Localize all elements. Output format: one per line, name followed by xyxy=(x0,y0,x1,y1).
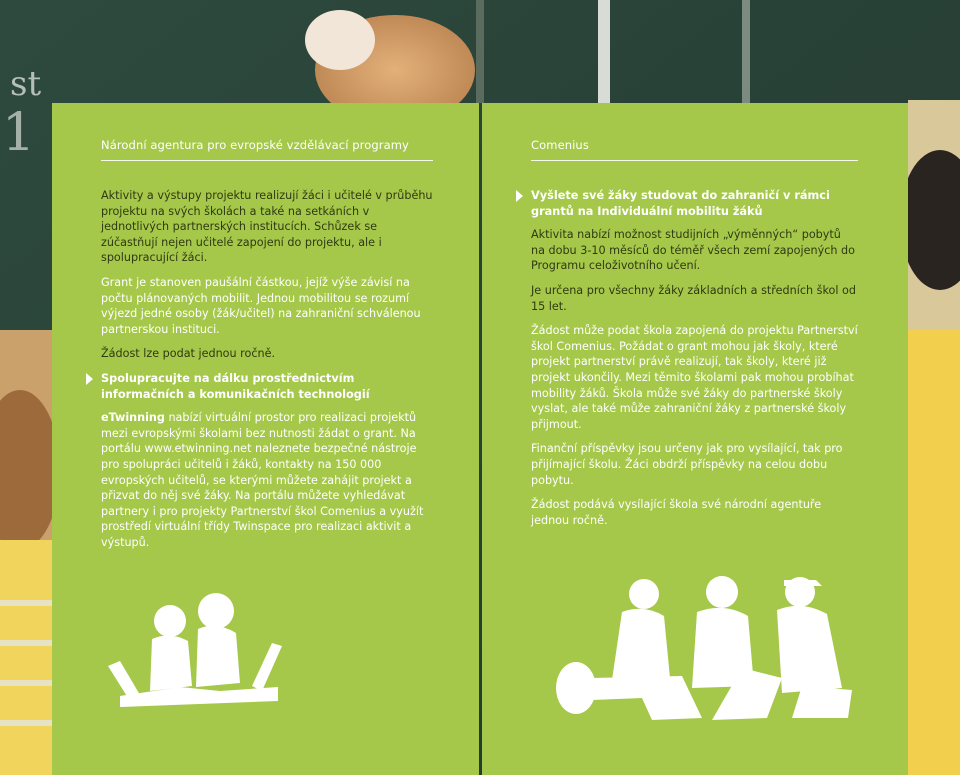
left-paragraph-4-text2: naleznete bezpečné nástroje pro spolupráci učitelů i žáků, kontakty na 150 000 evropských učitelů, se kterými můžete zahájit projekt a přizvat do něj své žáky. Na portálu můžete vyhledávat partnery i pro projekty Partnerství škol Comenius a využít prostředí virtuální třídy Twinspace pro realizaci aktivit a výstupů. xyxy=(101,442,424,549)
right-paragraph-4: Finanční příspěvky jsou určeny jak pro vysílající, tak pro přijímající školu. Žáci obdrží příspěvky na celou dobu pobytu. xyxy=(531,442,843,487)
right-paragraph-2: Je určena pro všechny žáky základních a středních škol od 15 let. xyxy=(531,283,856,313)
left-header: Národní agentura pro evropské vzdělávací programy xyxy=(101,138,433,161)
svg-text:st: st xyxy=(10,64,42,104)
right-heading-text: Vyšlete své žáky studovat do zahraničí v rámci grantů na Individuální mobilitu žáků xyxy=(531,189,830,218)
left-paragraph-4 xyxy=(101,410,433,550)
right-content xyxy=(531,188,858,528)
left-section-heading xyxy=(101,371,433,402)
right-section-heading xyxy=(531,188,858,219)
left-paragraph-1: Aktivity a výstupy projektu realizují žáci i učitelé v průběhu projektu na svých školách a také na setkáních v jednotlivých partnerských institucích. Schůzek se zúčastňují nejen učitelé zapojení do projektu, ale i spolupracující žáci. xyxy=(101,189,433,265)
right-paragraph-3: Žádost může podat škola zapojená do projektu Partnerství škol Comenius. Požádat o grant mohou jak školy, které projekt partnerství právě realizují, tak školy, které již projekt ukončily. Mezi těmito školami pak mohou probíhat mobility žáků. Škola může své žáky do partnerské školy vyslat, ale také může zahraniční žáky z partnerské školy přijmout. xyxy=(531,324,858,431)
left-heading-text: Spolupracujte na dálku prostřednictvím informačních a komunikačních technologií xyxy=(101,371,370,401)
right-header: Comenius xyxy=(531,138,858,161)
left-paragraph-3: Žádost lze podat jednou ročně. xyxy=(101,347,276,361)
svg-text:1: 1 xyxy=(2,103,36,163)
etwinning-link[interactable]: www.etwinning.net xyxy=(144,442,252,456)
arrow-right-icon xyxy=(86,373,93,385)
teens-silhouette xyxy=(552,568,872,728)
kids-with-laptops-silhouette xyxy=(100,591,290,721)
left-panel xyxy=(52,103,479,775)
right-paragraph-1: Aktivita nabízí možnost studijních „výměnných“ pobytů na dobu 3-10 měsíců do téměř všech zemí zapojených do Programu celoživotního učení. xyxy=(531,228,855,273)
left-paragraph-4-text: nabízí virtuální prostor pro realizaci projektů mezi evropskými školami bez nutnosti žádat o grant. Na portálu xyxy=(101,411,417,456)
arrow-right-icon xyxy=(516,190,523,202)
right-paragraph-5: Žádost podává vysílající škola své národní agentuře jednou ročně. xyxy=(531,498,822,527)
left-paragraph-2: Grant je stanoven paušální částkou, jejíž výše závisí na počtu plánovaných mobilit. Jednou mobilitou se rozumí výjezd jedné osoby (žák/učitel) na zahraniční schválenou partnerskou instituci. xyxy=(101,275,421,336)
left-content xyxy=(101,188,433,550)
etwinning-label: eTwinning xyxy=(101,411,165,425)
right-panel xyxy=(482,103,908,775)
